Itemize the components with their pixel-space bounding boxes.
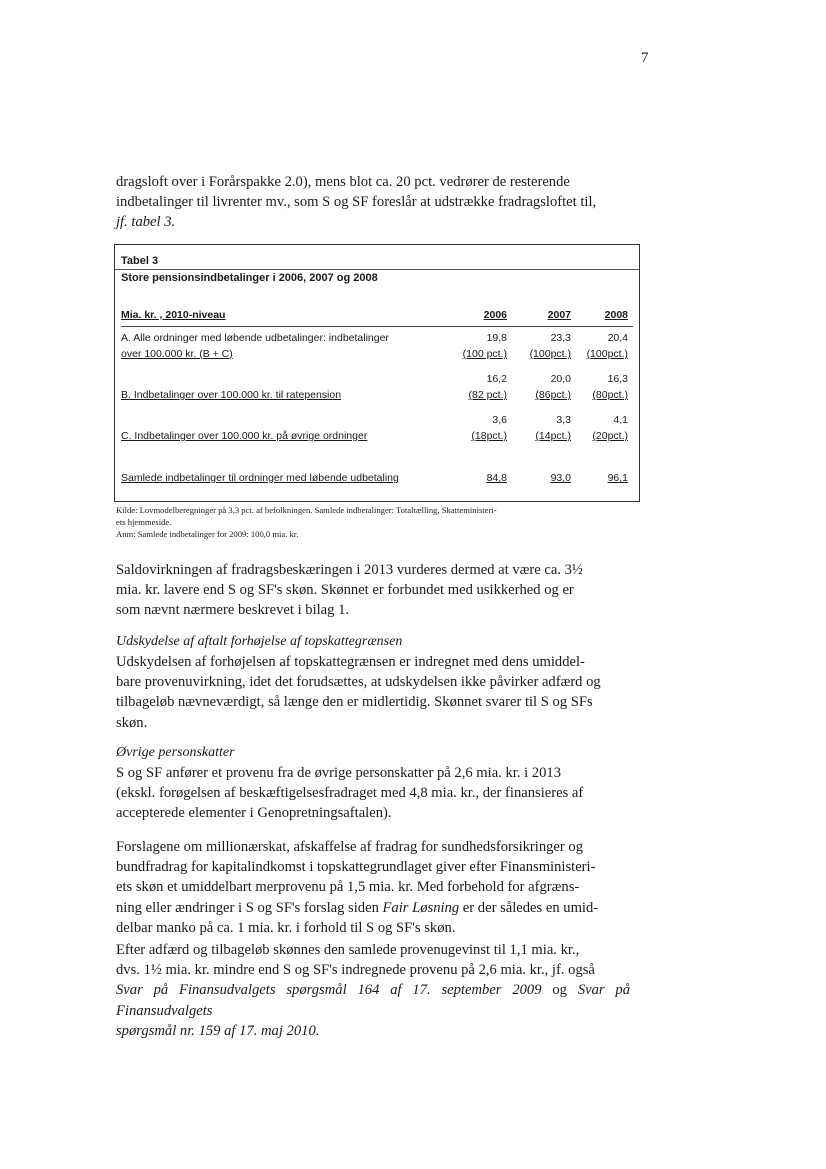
text-line: skøn. <box>116 714 148 731</box>
text-line: tilbageløb nævneværdigt, så længe den er midlertidig. Skønnet svarer til S og SFs <box>116 694 593 711</box>
pension-table <box>114 244 640 502</box>
row-a-label <box>121 330 389 362</box>
text-line: dvs. 1½ mia. kr. mindre end S og SF's indregnede provenu på 2,6 mia. kr., jf. også <box>116 962 595 979</box>
section-heading: Øvrige personskatter <box>116 745 235 760</box>
table-unit-header: Mia. kr. , 2010-niveau <box>121 309 226 321</box>
saldo-paragraph <box>116 560 630 621</box>
table-cell: 4,1 <box>613 414 628 426</box>
table-cell: 19,8 <box>486 332 507 344</box>
row-c-label <box>121 428 367 444</box>
forslag-paragraph <box>116 837 630 938</box>
document-reference: Svar på Finansudvalgets spørgsmål 164 af 17. september 2009 <box>116 982 542 999</box>
header-rule <box>121 326 633 327</box>
table-cell: (100pct.) <box>586 348 628 360</box>
text-run: og <box>541 982 578 999</box>
row-b-label <box>121 387 341 403</box>
table-cell: (80pct.) <box>592 389 628 401</box>
table-cell: 20,0 <box>550 373 571 385</box>
text-line: S og SF anfører et provenu fra de øvrige personskatter på 2,6 mia. kr. i 2013 <box>116 765 562 781</box>
row-label-line: C. Indbetalinger over 100.000 kr. på øvrige ordninger <box>121 430 368 442</box>
year-header: 2007 <box>547 309 571 321</box>
text-run: er der således en umid- <box>459 899 599 916</box>
text-run: ning eller ændringer i S og SF's forslag siden <box>116 899 383 916</box>
total-label: Samlede indbetalinger til ordninger med løbende udbetaling <box>121 472 399 484</box>
text-line: Saldovirkningen af fradragsbeskæringen i 2013 vurderes dermed at være ca. 3½ <box>116 562 583 578</box>
table-cell: (20pct.) <box>592 430 628 442</box>
table-cell: 93,0 <box>550 472 571 484</box>
text-line: delbar manko på ca. 1 mia. kr. i forhold til S og SF's skøn. <box>116 919 456 936</box>
intro-line: indbetalinger til livrenter mv., som S og SF foreslår at udstrække fradragsloftet til, <box>116 194 597 211</box>
text-line <box>116 898 630 918</box>
table-cell: 16,2 <box>486 373 507 385</box>
row-label-line: over 100.000 kr. (B + C) <box>121 348 233 360</box>
text-line: accepterede elementer i Genopretningsaftalen). <box>116 805 392 822</box>
table-cell: 3,3 <box>556 414 571 426</box>
table-title: Tabel 3 <box>121 255 159 267</box>
text-line: Efter adfærd og tilbageløb skønnes den samlede provenugevinst til 1,1 mia. kr., <box>116 942 580 958</box>
source-line: Kilde: Lovmodelberegninger på 3,3 pct. af befolkningen. Samlede indbetalinger: Totaltælling, Skatteministeri- <box>116 505 497 515</box>
document-reference: Svar på Finansudvalgets <box>116 982 631 1019</box>
year-header: 2006 <box>483 309 507 321</box>
text-line: som nævnt nærmere beskrevet i bilag 1. <box>116 602 350 619</box>
table-cell: (100 pct.) <box>462 348 507 360</box>
table-cell: 3,6 <box>492 414 507 426</box>
table-cell: (18pct.) <box>471 430 507 442</box>
efter-paragraph <box>116 940 630 1041</box>
personskat-paragraph <box>116 763 630 824</box>
row-label-line: A. Alle ordninger med løbende udbetalinger: indbetalinger <box>121 332 389 344</box>
intro-paragraph <box>116 172 630 233</box>
table-cell: 23,3 <box>550 332 571 344</box>
document-reference: Fair Løsning <box>382 899 460 916</box>
total-row-label <box>121 470 399 486</box>
table-divider <box>115 269 639 270</box>
text-line: bare provenuvirkning, idet det forudsættes, at udskydelsen ikke påvirker adfærd og <box>116 674 601 691</box>
text-line: Udskydelsen af forhøjelsen af topskattegrænsen er indregnet med dens umiddel- <box>116 654 585 670</box>
text-line: ets skøn et umiddelbart merprovenu på 1,5 mia. kr. Med forbehold for afgræns- <box>116 879 580 896</box>
section-heading: Udskydelse af aftalt forhøjelse af topskattegrænsen <box>116 634 403 649</box>
table-cell: 20,4 <box>607 332 628 344</box>
text-line: mia. kr. lavere end S og SF's skøn. Skønnet er forbundet med usikkerhed og er <box>116 582 574 599</box>
text-line: bundfradrag for kapitalindkomst i topskattegrundlaget giver efter Finansministeri- <box>116 859 596 876</box>
table-source-note <box>116 504 636 540</box>
table-cell: 96,1 <box>607 472 628 484</box>
text-line <box>116 980 630 1020</box>
text-line: Forslagene om millionærskat, afskaffelse af fradrag for sundhedsforsikringer og <box>116 839 584 855</box>
source-line: ets hjemmeside. <box>116 517 172 527</box>
note-line: Anm: Samlede indbetalinger for 2009: 100,0 mia. kr. <box>116 529 299 539</box>
page-number: 7 <box>641 50 649 66</box>
topskat-paragraph <box>116 652 630 733</box>
document-reference: spørgsmål nr. 159 af 17. maj 2010. <box>116 1022 320 1039</box>
year-header: 2008 <box>604 309 628 321</box>
text-line: (ekskl. forøgelsen af beskæftigelsesfradraget med 4,8 mia. kr., der finansieres af <box>116 785 584 802</box>
table-cell: 16,3 <box>607 373 628 385</box>
table-reference: jf. tabel 3. <box>116 214 176 231</box>
table-cell: (14pct.) <box>535 430 571 442</box>
table-cell: (82 pct.) <box>468 389 507 401</box>
table-cell: 84,8 <box>486 472 507 484</box>
table-subtitle: Store pensionsindbetalinger i 2006, 2007 og 2008 <box>121 272 378 284</box>
row-label-line: B. Indbetalinger over 100.000 kr. til ratepension <box>121 389 342 401</box>
table-cell: (100pct.) <box>529 348 571 360</box>
table-cell: (86pct.) <box>535 389 571 401</box>
intro-line: dragsloft over i Forårspakke 2.0), mens blot ca. 20 pct. vedrører de resterende <box>116 174 570 190</box>
